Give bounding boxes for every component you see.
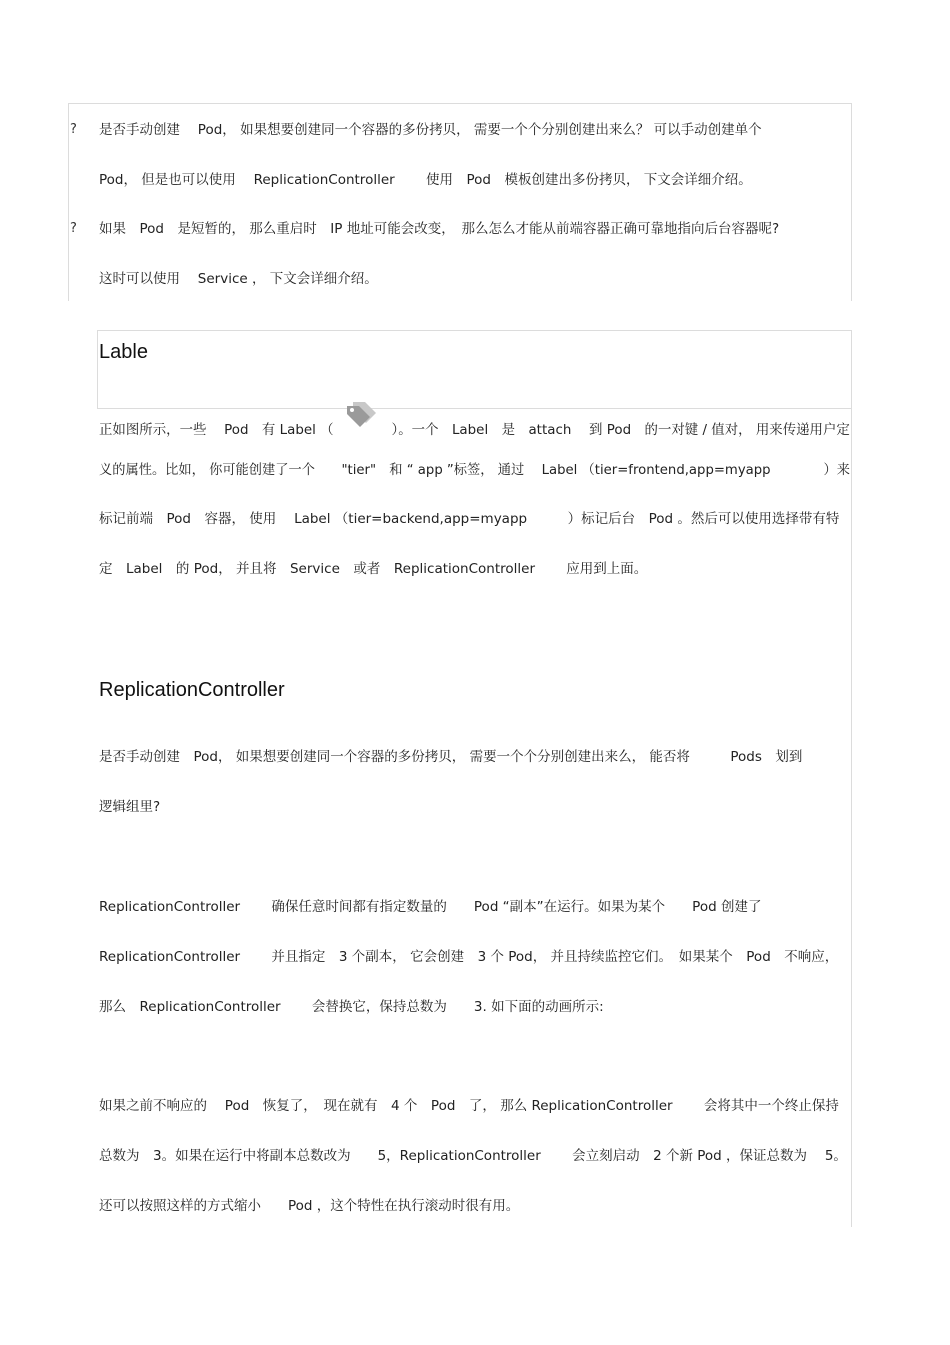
- top-box-right-border: [851, 103, 852, 301]
- rc-para3-line-2: 总数为 3。如果在运行中将副本总数改为 5，ReplicationController 会立刻启动 2 个新 Pod ，保证总数为 5。: [99, 1148, 847, 1164]
- label-box-mid-border: [97, 408, 852, 409]
- rc-para2-line-3: 那么 ReplicationController 会替换它，保持总数为 3. 如下面的动画所示:: [99, 999, 604, 1015]
- label-para-line-4: 定 Label 的 Pod， 并且将 Service 或者 ReplicationController 应用到上面。: [99, 561, 648, 577]
- rc-para1-line-1: 是否手动创建 Pod， 如果想要创建同一个容器的多份拷贝， 需要一个个分别创建出来么， 能否将 Pods 划到: [99, 749, 803, 765]
- label-box-left-border: [97, 330, 98, 408]
- label-section-heading: Lable: [99, 341, 148, 363]
- content-right-border: [851, 330, 852, 1227]
- top-box-top-border: [68, 103, 852, 104]
- intro-bullet-1-line-1: 是否手动创建 Pod， 如果想要创建同一个容器的多份拷贝， 需要一个个分别创建出来么？ 可以手动创建单个: [99, 122, 762, 138]
- rc-para3-line-1: 如果之前不响应的 Pod 恢复了， 现在就有 4 个 Pod 了， 那么 ReplicationController 会将其中一个终止保持: [99, 1098, 839, 1114]
- label-box-top-border: [97, 330, 852, 331]
- bullet-marker: ?: [70, 221, 77, 236]
- intro-bullet-2-line-1: 如果 Pod 是短暂的， 那么重启时 IP 地址可能会改变， 那么怎么才能从前端容器正确可靠地指向后台容器呢?: [99, 221, 780, 237]
- rc-section-heading: ReplicationController: [99, 679, 285, 701]
- rc-para2-line-2: ReplicationController 并且指定 3 个副本， 它会创建 3 个 Pod， 并且持续监控它们。 如果某个 Pod 不响应，: [99, 949, 839, 965]
- top-box-left-border: [68, 103, 69, 301]
- bullet-marker: ?: [70, 122, 77, 137]
- rc-para2-line-1: ReplicationController 确保任意时间都有指定数量的 Pod “副本”在运行。如果为某个 Pod 创建了: [99, 899, 762, 915]
- label-para-line-2: 义的属性。比如， 你可能创建了一个 "tier" 和 “ app ”标签， 通过 Label （tier=frontend,app=myapp ）来: [99, 462, 850, 478]
- label-para-line-1: 正如图所示，一些 Pod 有 Label （ ）。一个 Label 是 attach 到 Pod 的一对键 / 值对， 用来传递用户定: [99, 422, 850, 438]
- rc-para3-line-3: 还可以按照这样的方式缩小 Pod ，这个特性在执行滚动时很有用。: [99, 1198, 520, 1214]
- label-para-line-3: 标记前端 Pod 容器， 使用 Label （tier=backend,app=myapp ）标记后台 Pod 。然后可以使用选择带有特: [99, 511, 840, 527]
- intro-bullet-2-line-2: 这时可以使用 Service ， 下文会详细介绍。: [99, 271, 378, 287]
- intro-bullet-1-line-2: Pod， 但是也可以使用 ReplicationController 使用 Pod 模板创建出多份拷贝， 下文会详细介绍。: [99, 172, 752, 188]
- rc-para1-line-2: 逻辑组里?: [99, 799, 161, 815]
